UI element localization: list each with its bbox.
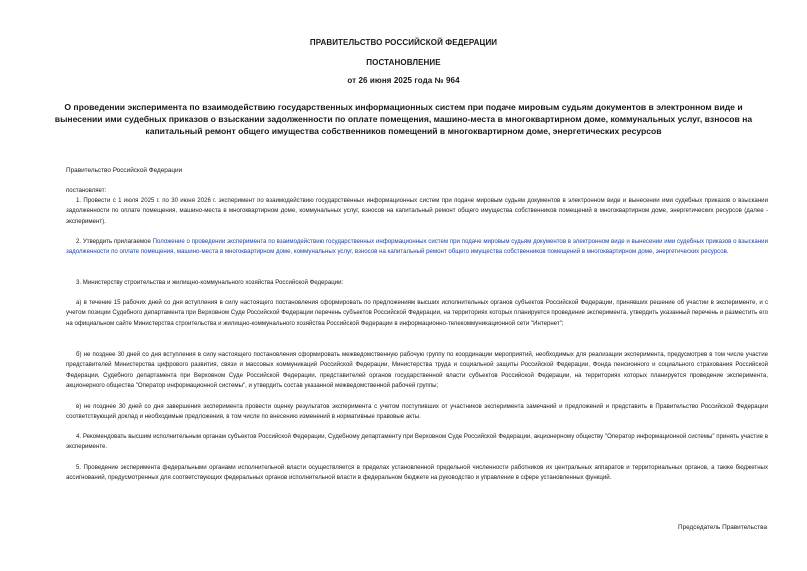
paragraph-2 <box>66 237 768 258</box>
paragraph-1: 1. Провести с 1 июля 2025 г. по 30 июня 2026 г. эксперимент по взаимодействию государственных информационных систем при подаче мировым судьям документов в электронном виде и вынесении ими судебных приказов о взыскании задолженности по оплате помещения, машино-места в многоквартирном доме, коммунальных услуг, взносов на капитальный ремонт общего имущества собственников помещений в многоквартирном доме, энергетических ресурсов (далее - эксперимент). <box>66 197 768 225</box>
document-type: ПОСТАНОВЛЕНИЕ <box>366 58 441 67</box>
document-title: О проведении эксперимента по взаимодействию государственных информационных систем при подаче мировым судьям документов в электронном виде и вынесении ими судебных приказов о взыскании задолженности по оплате помещения, машино-места в многоквартирном доме, коммунальных услуг, взносов на капитальный ремонт общего имущества собственников помещений в многоквартирном доме, энергетических ресурсов <box>54 102 753 136</box>
paragraph-3: 3. Министерству строительства и жилищно-коммунального хозяйства Российской Федерации: <box>76 279 344 286</box>
resolution-word: постановляет: <box>66 187 107 194</box>
paragraph-3c: в) не позднее 30 дней со дня завершения эксперимента провести оценку результатов эксперимента с учетом поступивших от участников эксперимента замечаний и предложений и представить в Правительство Российской Федерации соответствующий доклад и необходимые предложения, в том числе по внесению изменений в нормативные правовые акты. <box>66 403 768 421</box>
document-date-number: от 26 июня 2025 года № 964 <box>347 76 460 85</box>
paragraph-5: 5. Проведение эксперимента федеральными органами исполнительной власти осуществляется в пределах установленной предельной численности работников их центральных аппаратов и территориальных органов, а также бюджетных ассигнований, предусмотренных для соответствующих федеральных органов исполнительной власти в федеральном бюджете на руководство и управление в сфере установленных функций. <box>66 464 768 482</box>
paragraph-3a: а) в течение 15 рабочих дней со дня вступления в силу настоящего постановления сформировать по предложениям высших исполнительных органов субъектов Российской Федерации, принявших решение об участии в эксперименте, и с учетом позиции Судебного департамента при Верховном Суде Российской Федерации перечень субъектов Российской Федерации, на территориях которых планируется проведение эксперимента, утвердить указанный перечень и разместить его на официальном сайте Министерства строительства и жилищно-коммунального хозяйства Российской Федерации в информационно-телекоммуникационной сети "Интернет"; <box>66 299 768 327</box>
government-name: Правительство Российской Федерации <box>66 167 183 174</box>
paragraph-3b: б) не позднее 30 дней со дня вступления в силу настоящего постановления сформировать межведомственную рабочую группу по координации мероприятий, необходимых для реализации эксперимента, предусмотрев в том числе участие представителей Министерства цифрового развития, связи и массовых коммуникаций Российской Федерации, Министерства труда и социальной защиты Российской Федерации, Фонда пенсионного и социального страхования Российской Федерации, Судебного департамента при Верховном Суде Российской Федерации, представителей органов государственной власти субъектов Российской Федерации, на территориях которых планируется проведение эксперимента, акционерного общества "Оператор информационной системы", и утвердить состав указанной межведомственной рабочей группы; <box>66 351 768 389</box>
signature-title: Председатель Правительства <box>678 524 767 531</box>
paragraph-2-suffix: . <box>726 248 729 256</box>
regulation-link[interactable]: Положение о проведении эксперимента по взаимодействию государственных информационных систем при подаче мировым судьям документов в электронном виде и вынесении ими судебных приказов о взыскании задолженности по оплате помещения, машино-места в многоквартирном доме, коммунальных услуг, взносов на капитальный ремонт общего имущества собственников помещений в многоквартирном доме, энергетических ресурсов <box>66 238 768 256</box>
paragraph-2-prefix: 2. Утвердить прилагаемое <box>76 238 153 245</box>
issuing-authority: ПРАВИТЕЛЬСТВО РОССИЙСКОЙ ФЕДЕРАЦИИ <box>309 38 498 47</box>
paragraph-4: 4. Рекомендовать высшим исполнительным органам субъектов Российской Федерации, Судебному департаменту при Верховном Суде Российской Федерации, акционерному обществу "Оператор информационной системы" принять участие в эксперименте. <box>66 433 768 451</box>
